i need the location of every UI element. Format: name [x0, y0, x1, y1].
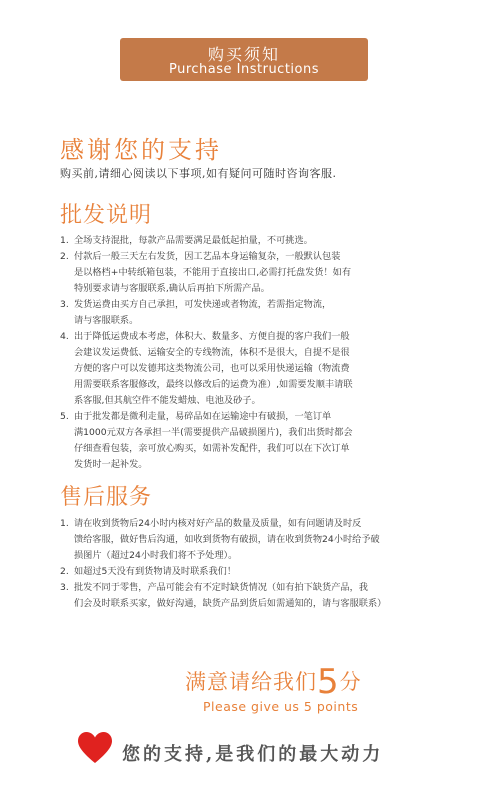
banner-title-zh: 购买须知: [207, 45, 280, 64]
thanks-subtitle: 购买前,请细心阅读以下事项,如有疑问可随时咨询客服.: [60, 167, 337, 180]
thanks-title: 感谢您的支持: [60, 136, 222, 164]
list-item: 5. 由于批发都是微利走量，易碎品如在运输途中有破损，一笔订单 满1000元双方各承担一半(需要提供产品破损图片)，我们出货时都会 仔细查看包装，亲可放心购买，如需补发配件，我们可以在下次订单 发货时一起补发。: [60, 411, 353, 470]
purchase-instructions-banner: [120, 38, 368, 81]
list-item: 2. 如超过5天没有到货物请及时联系我们！: [60, 566, 237, 577]
list-item: 3. 批发不同于零售，产品可能会有不定时缺货情况（如有拍下缺货产品，我 们会及时联系买家，做好沟通，缺货产品到货后如需通知的，请与客服联系）: [60, 582, 387, 609]
aftersale-list: [60, 516, 430, 612]
aftersale-section-title: 售后服务: [60, 485, 153, 510]
heart-icon: [78, 732, 112, 764]
list-item: 1. 请在收到货物后24小时内核对好产品的数量及质量，如有问题请及时反 馈给客服，做好售后沟通，如收到货物有破损，请在收到货物24小时给予破 损图片（超过24小时我们将不予处理）。: [60, 518, 380, 561]
slogan: 您的支持,是我们的最大动力: [122, 744, 384, 765]
list-item: 2. 付款后一般三天左右发货，因工艺品本身运输复杂，一般默认包装 是以格档+中转纸箱包装，不能用于直接出口,必需打托盘发货！如有 特别要求请与客服联系,确认后再拍下所需产品。: [60, 251, 352, 294]
list-item: 1. 全场支持混批，每款产品需要满足最低起拍量，不可挑选。: [60, 235, 313, 246]
rating-request: [185, 658, 362, 702]
list-item: 4. 出于降低运费成本考虑，体积大、数量多、方便自提的客户我们一般 会建议发运费低、运输安全的专线物流，体积不是很大，自提不是很 方便的客户可以发德邦这类物流公司，也可以采用快递运输（物流费 用需要联系客服修改，最终以修改后的运费为准）,如需要发顺丰请联 系客服,但其航空件不能发蜡烛、电池及砂子。: [60, 331, 353, 406]
wholesale-list: [60, 233, 430, 473]
rating-request-en: Please give us 5 points: [203, 699, 359, 714]
list-item: 3. 发货运费由买方自己承担，可发快递或者物流，若需指定物流， 请与客服联系。: [60, 299, 332, 326]
rating-score: 5: [317, 662, 340, 702]
banner-title-en: Purchase Instructions: [168, 62, 319, 77]
wholesale-section-title: 批发说明: [60, 203, 153, 228]
rating-request-text: 满意请给我们: [185, 670, 317, 694]
rating-unit: 分: [339, 670, 362, 694]
